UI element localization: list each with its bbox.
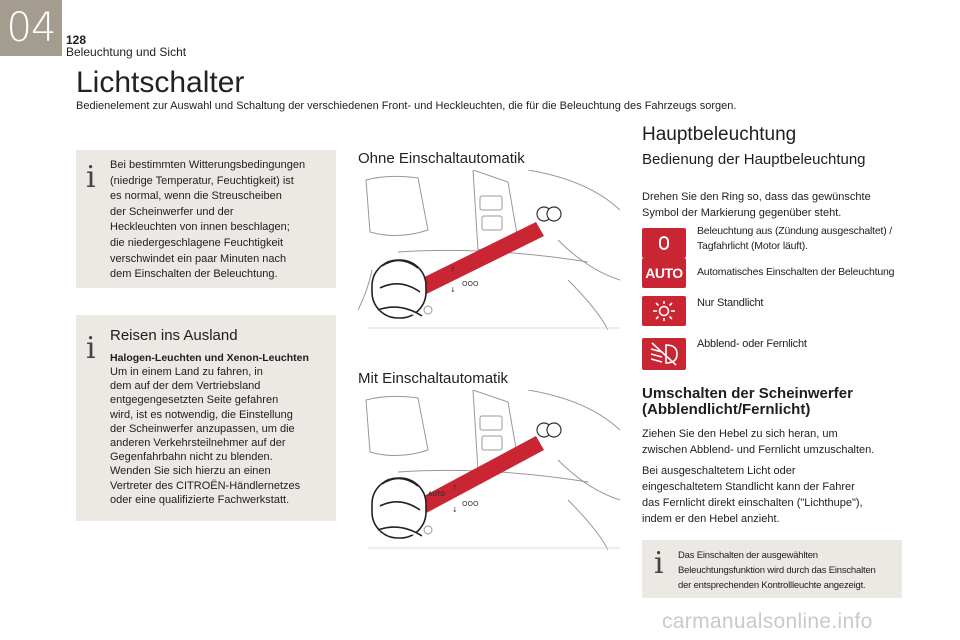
text-line: (Abblendlicht/Fernlicht): [642, 401, 811, 418]
info-line: Gegenfahrbahn nicht zu blenden.: [110, 451, 273, 464]
svg-text:↓: ↓: [452, 506, 458, 514]
text-line: zwischen Abblend- und Fernlicht umzuschalten.: [642, 444, 875, 456]
text-line: indem er den Hebel anzieht.: [642, 513, 780, 525]
info-line: Wenden Sie sich hierzu an einen: [110, 465, 271, 478]
symbol-label-parking: [697, 296, 909, 311]
paragraph-switch: [642, 426, 904, 458]
info-box-weather: [76, 150, 336, 288]
intro-paragraph: [642, 189, 904, 221]
info-icon: i: [86, 160, 96, 195]
info-line: Das Einschalten der ausgewählten: [678, 550, 818, 561]
info-line: Heckleuchten von innen beschlagen;: [110, 221, 290, 234]
info-box-travel: [76, 315, 336, 521]
info-box-indicator: [642, 540, 902, 598]
page-subtitle: Bedienelement zur Auswahl und Schaltung der verschiedenen Front- und Heckleuchten, die für die Beleuchtung des Fahrzeugs sorgen.: [76, 100, 737, 112]
info-line: Vertreter des CITROËN-Händlernetzes: [110, 479, 301, 492]
info-line: dem auf der dem Vertriebsland: [110, 380, 261, 393]
text-line: eingeschaltetem Standlicht kann der Fahrer: [642, 481, 855, 493]
zero-symbol: [659, 236, 669, 250]
text-line: das Fernlicht direkt einschalten ("Lichthupe"),: [642, 497, 863, 509]
auto-icon: AUTO: [642, 258, 686, 288]
text-line: Symbol der Markierung gegenüber steht.: [642, 207, 842, 219]
info-line: Beleuchtungsfunktion wird durch das Einschalten: [678, 565, 876, 576]
low-beam-icon: [642, 338, 686, 370]
watermark: carmanualsonline.info: [662, 610, 873, 633]
info-line: Um in einem Land zu fahren, in: [110, 366, 263, 378]
auto-mark: AUTO: [428, 492, 445, 498]
paragraph-flash: [642, 463, 904, 527]
subheading-switch-beam: [642, 386, 904, 418]
page-title: Lichtschalter: [76, 66, 245, 99]
text-line: Drehen Sie den Ring so, dass das gewünschte: [642, 191, 871, 203]
info-heading: Reisen ins Ausland: [110, 327, 238, 344]
info-line: Bei bestimmten Witterungsbedingungen: [110, 159, 306, 171]
info-line: es normal, wenn die Streuscheiben: [110, 190, 282, 203]
svg-text:OOO: OOO: [462, 280, 479, 288]
text-line: Ziehen Sie den Hebel zu sich heran, um: [642, 428, 838, 440]
figure-light-stalk-manual: [358, 170, 620, 330]
zero-icon: [642, 228, 686, 258]
symbol-label-auto: [697, 265, 909, 280]
text-line: Bei ausgeschaltetem Licht oder: [642, 465, 796, 477]
svg-text:↑: ↑: [450, 266, 456, 274]
info-line: (niedrige Temperatur, Feuchtigkeit) ist: [110, 174, 294, 187]
section-name: Beleuchtung und Sicht: [66, 45, 187, 59]
text-line: Umschalten der Scheinwerfer: [642, 385, 853, 402]
svg-text:↑: ↑: [452, 484, 458, 492]
info-line: entgegengesetzten Seite gefahren: [110, 394, 279, 407]
info-line: anderen Verkehrsteilnehmer auf der: [110, 437, 286, 450]
heading-main-lighting: Hauptbeleuchtung: [642, 124, 797, 145]
info-line: der entsprechenden Kontrollleuchte angezeigt.: [678, 580, 866, 591]
info-line: verschwindet ein paar Minuten nach: [110, 252, 287, 265]
figure-1-title: Ohne Einschaltautomatik: [358, 150, 525, 167]
info-icon: i: [654, 546, 664, 581]
info-line: dem Einschalten der Beleuchtung.: [110, 268, 278, 281]
figure-2-title: Mit Einschaltautomatik: [358, 370, 509, 387]
info-bold-line: Halogen-Leuchten und Xenon-Leuchten: [110, 352, 309, 364]
text-line: Nur Standlicht: [697, 297, 764, 309]
parking-light-icon: [642, 296, 686, 326]
svg-text:↓: ↓: [450, 286, 456, 294]
info-icon: i: [86, 331, 96, 366]
symbol-label-beam: [697, 337, 909, 352]
subheading-control: Bedienung der Hauptbeleuchtung: [642, 151, 866, 168]
symbol-label-off: [697, 224, 909, 254]
chapter-tab: 04: [0, 0, 62, 56]
info-line: wird, ist es notwendig, die Einstellung: [110, 408, 293, 421]
info-line: oder eine qualifizierte Fachwerkstatt.: [110, 493, 290, 506]
info-line: die niedergeschlagene Feuchtigkeit: [110, 236, 284, 249]
figure-light-stalk-auto: [358, 390, 620, 550]
stalk-illustration: [358, 170, 620, 330]
text-line: Beleuchtung aus (Zündung ausgeschaltet) /: [697, 225, 892, 237]
text-line: Abblend- oder Fernlicht: [697, 338, 807, 350]
svg-text:OOO: OOO: [462, 500, 479, 508]
info-line: der Scheinwerfer und der: [110, 205, 234, 218]
text-line: Automatisches Einschalten der Beleuchtung: [697, 266, 895, 278]
text-line: Tagfahrlicht (Motor läuft).: [697, 240, 808, 252]
stalk-illustration: [358, 390, 620, 550]
info-line: der Scheinwerfer anzupassen, um die: [110, 422, 295, 435]
page-number: 128: [66, 33, 87, 47]
